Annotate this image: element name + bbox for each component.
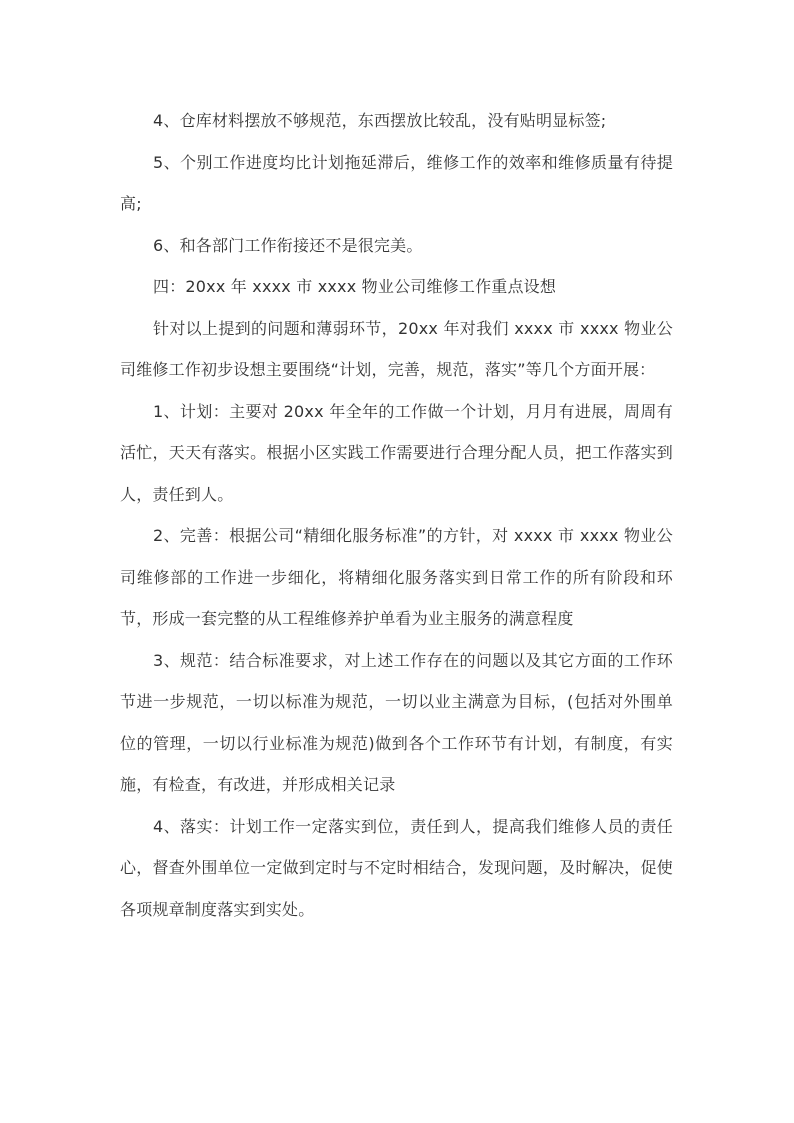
paragraph-item-6-coordination: 6、和各部门工作衔接还不是很完美。 — [153, 235, 423, 255]
document-page — [120, 100, 673, 930]
paragraph-intro: 针对以上提到的问题和薄弱环节，20xx 年对我们 xxxx 市 xxxx 物业公司维修工作初步设想主要围绕“计划，完善，规范，落实”等几个方面开展： — [120, 318, 673, 379]
paragraph-item-4-warehouse: 4、仓库材料摆放不够规范，东西摆放比较乱，没有贴明显标签; — [153, 111, 607, 130]
paragraph-improve: 2、完善：根据公司“精细化服务标准”的方针，对 xxxx 市 xxxx 物业公司维修部的工作进一步细化，将精细化服务落实到日常工作的所有阶段和环节，形成一套完整的从工程维修养护单看为业主服务的满意程度 — [120, 526, 673, 628]
paragraph-plan: 1、计划：主要对 20xx 年全年的工作做一个计划，月月有进展，周周有活忙，天天有落实。根据小区实践工作需要进行合理分配人员，把工作落实到人，责任到人。 — [120, 401, 673, 504]
section-heading-four: 四：20xx 年 xxxx 市 xxxx 物业公司维修工作重点设想 — [153, 277, 557, 296]
paragraph-standardize: 3、规范：结合标准要求，对上述工作存在的问题以及其它方面的工作环节进一步规范，一切以标准为规范，一切以业主满意为目标，(包括对外围单位的管理，一切以行业标准为规范)做到各个工作环节有计划，有制度，有实施，有检查，有改进，并形成相关记录 — [120, 650, 673, 794]
paragraph-implement: 4、落实：计划工作一定落实到位，责任到人，提高我们维修人员的责任心，督查外围单位一定做到定时与不定时相结合，发现问题，及时解决，促使各项规章制度落实到实处。 — [120, 816, 673, 919]
paragraph-item-5-progress: 5、个别工作进度均比计划拖延滞后，维修工作的效率和维修质量有待提高; — [120, 152, 673, 213]
